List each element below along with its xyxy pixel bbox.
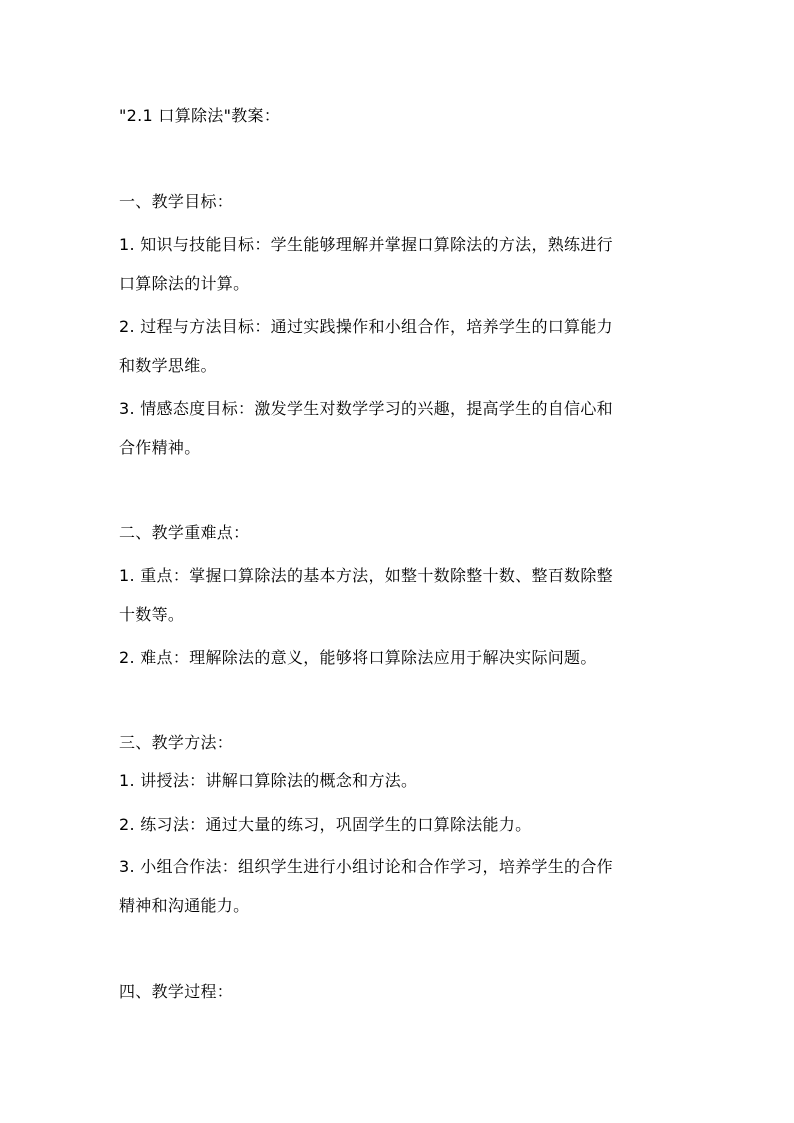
difficult-point-line: 2. 难点：理解除法的意义，能够将口算除法应用于解决实际问题。 [119,648,597,667]
section-heading-methods: 三、教学方法： [119,733,234,752]
objective-emotion-line-1: 3. 情感态度目标：激发学生对数学学习的兴趣，提高学生的自信心和 [119,399,613,418]
objective-knowledge-line-1: 1. 知识与技能目标：学生能够理解并掌握口算除法的方法，熟练进行 [119,235,613,254]
method-practice-line: 2. 练习法：通过大量的练习，巩固学生的口算除法能力。 [119,815,532,834]
method-lecture-line: 1. 讲授法：讲解口算除法的概念和方法。 [119,771,418,790]
key-point-line-2: 十数等。 [119,605,185,624]
section-heading-key-points: 二、教学重难点： [119,523,250,542]
section-heading-process: 四、教学过程： [119,982,234,1001]
objective-knowledge-line-2: 口算除法的计算。 [119,274,250,293]
objective-process-line-2: 和数学思维。 [119,356,217,375]
key-point-line-1: 1. 重点：掌握口算除法的基本方法，如整十数除整十数、整百数除整 [119,566,613,585]
objective-process-line-1: 2. 过程与方法目标：通过实践操作和小组合作，培养学生的口算能力 [119,317,613,336]
objective-emotion-line-2: 合作精神。 [119,438,201,457]
document-title: "2.1 口算除法"教案： [119,106,281,125]
section-heading-objectives: 一、教学目标： [119,192,234,211]
method-group-line-2: 精神和沟通能力。 [119,896,250,915]
method-group-line-1: 3. 小组合作法：组织学生进行小组讨论和合作学习，培养学生的合作 [119,857,613,876]
